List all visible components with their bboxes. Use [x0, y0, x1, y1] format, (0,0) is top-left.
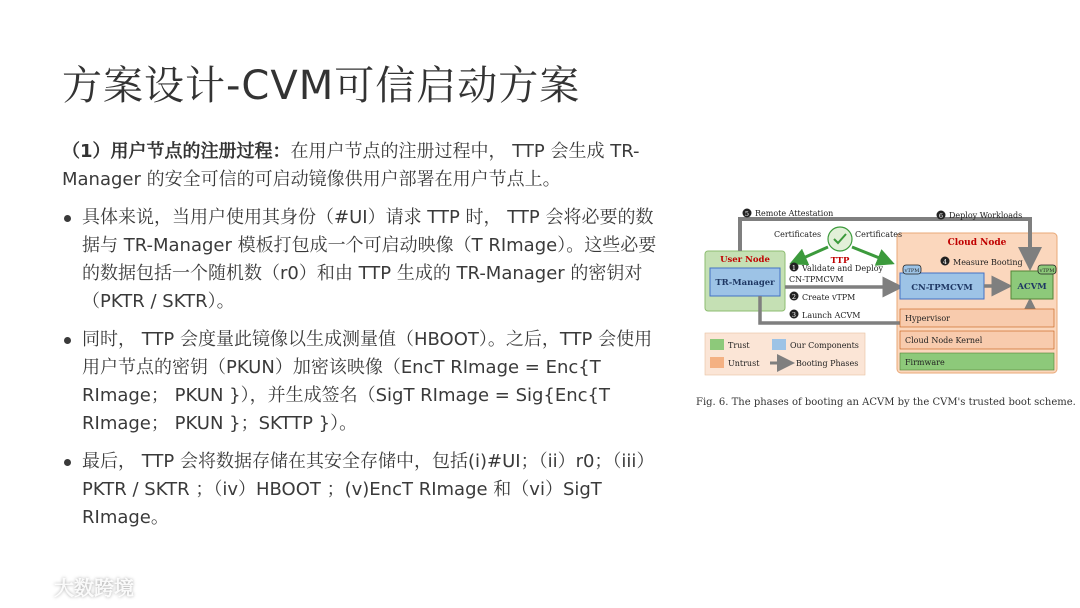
cloud-node-box	[897, 233, 1057, 373]
legend-untrust-swatch	[710, 357, 724, 368]
user-node-label: User Node	[720, 255, 770, 265]
boot-phases-figure	[700, 205, 1060, 380]
certificates-left-label: Certificates	[774, 230, 822, 239]
step5-label: Remote Attestation	[755, 209, 834, 218]
step4-label: Measure Booting	[953, 258, 1023, 267]
body-text	[62, 138, 668, 542]
kernel-label: Cloud Node Kernel	[905, 336, 983, 345]
hypervisor-label: Hypervisor	[905, 314, 950, 323]
svg-text:2: 2	[791, 293, 797, 301]
bullet-dot-icon	[64, 337, 71, 344]
acvm-label: ACVM	[1017, 282, 1047, 292]
cloud-node-label: Cloud Node	[947, 238, 1007, 248]
bullet-text: 最后， TTP 会将数据存储在其安全存储中，包括(i)#UI；（ii）r0；（iii）PKTR / SKTR ；（iv）HBOOT ；(v)EncT RImage 和（vi）SigT RImage。	[82, 451, 655, 528]
intro-text: 在用户节点的注册过程中， TTP 会生成 TR-Manager 的安全可信的可启动镜像供用户部署在用户节点上。	[62, 141, 640, 190]
legend-untrust: Untrust	[728, 359, 760, 368]
bullet-text: 同时， TTP 会度量此镜像以生成测量值（HBOOT）。之后，TTP 会使用用户节点的密钥（PKUN）加密该映像（EncT RImage = Enc{T RImage； PKUN }），并生成签名（SigT RImage = Sig{Enc{T RImage； PKUN }；SKTTP }）。	[82, 329, 653, 434]
svg-text:3: 3	[791, 311, 797, 319]
bullet-text: 具体来说，当用户使用其身份（#UI）请求 TTP 时， TTP 会将必要的数据与 TR-Manager 模板打包成一个可启动映像（T RImage）。这些必要的数据包括一个随机数（r0）和由 TTP 生成的 TR-Manager 的密钥对（PKTR / SKTR）。	[82, 207, 657, 312]
step3-label: Launch ACVM	[802, 311, 861, 320]
bullet-item	[62, 204, 668, 316]
watermark-text: 大数跨境	[54, 576, 134, 600]
bullet-item	[62, 326, 668, 438]
legend-trust: Trust	[728, 341, 750, 350]
bullet-dot-icon	[64, 215, 71, 222]
svg-text:6: 6	[938, 212, 944, 220]
step1-label: Validate and Deploy	[802, 264, 884, 273]
svg-text:vTPM: vTPM	[904, 268, 920, 274]
figure-caption: Fig. 6. The phases of booting an ACVM by the CVM's trusted boot scheme.	[696, 397, 1076, 408]
legend-phases: Booting Phases	[796, 359, 859, 368]
legend-components: Our Components	[790, 341, 859, 350]
ttp-label: TTP	[830, 256, 850, 266]
step6-label: Deploy Workloads	[949, 211, 1023, 220]
svg-text:1: 1	[791, 264, 797, 272]
step1-label-2: CN-TPMCVM	[789, 275, 844, 284]
step2-label: Create vTPM	[802, 293, 856, 302]
bullet-item	[62, 448, 668, 532]
page-title: 方案设计-CVM可信启动方案	[62, 63, 581, 109]
svg-text:5: 5	[744, 210, 750, 218]
intro-paragraph	[62, 138, 668, 194]
diagram-svg	[700, 205, 1060, 380]
certificates-right-label: Certificates	[855, 230, 903, 239]
watermark	[8, 572, 134, 601]
intro-lead: （1）用户节点的注册过程：	[62, 141, 291, 162]
watermark-logo-icon	[8, 576, 48, 598]
ttp-seal-icon	[828, 227, 852, 251]
svg-text:vTPM: vTPM	[1039, 268, 1055, 274]
bullet-dot-icon	[64, 459, 71, 466]
legend-components-swatch	[772, 339, 786, 350]
firmware-label: Firmware	[905, 358, 945, 367]
legend-trust-swatch	[710, 339, 724, 350]
bullet-list	[62, 204, 668, 532]
cn-tpmcvm-label: CN-TPMCVM	[911, 283, 973, 293]
svg-text:4: 4	[942, 258, 948, 266]
tr-manager-label: TR-Manager	[715, 278, 775, 288]
